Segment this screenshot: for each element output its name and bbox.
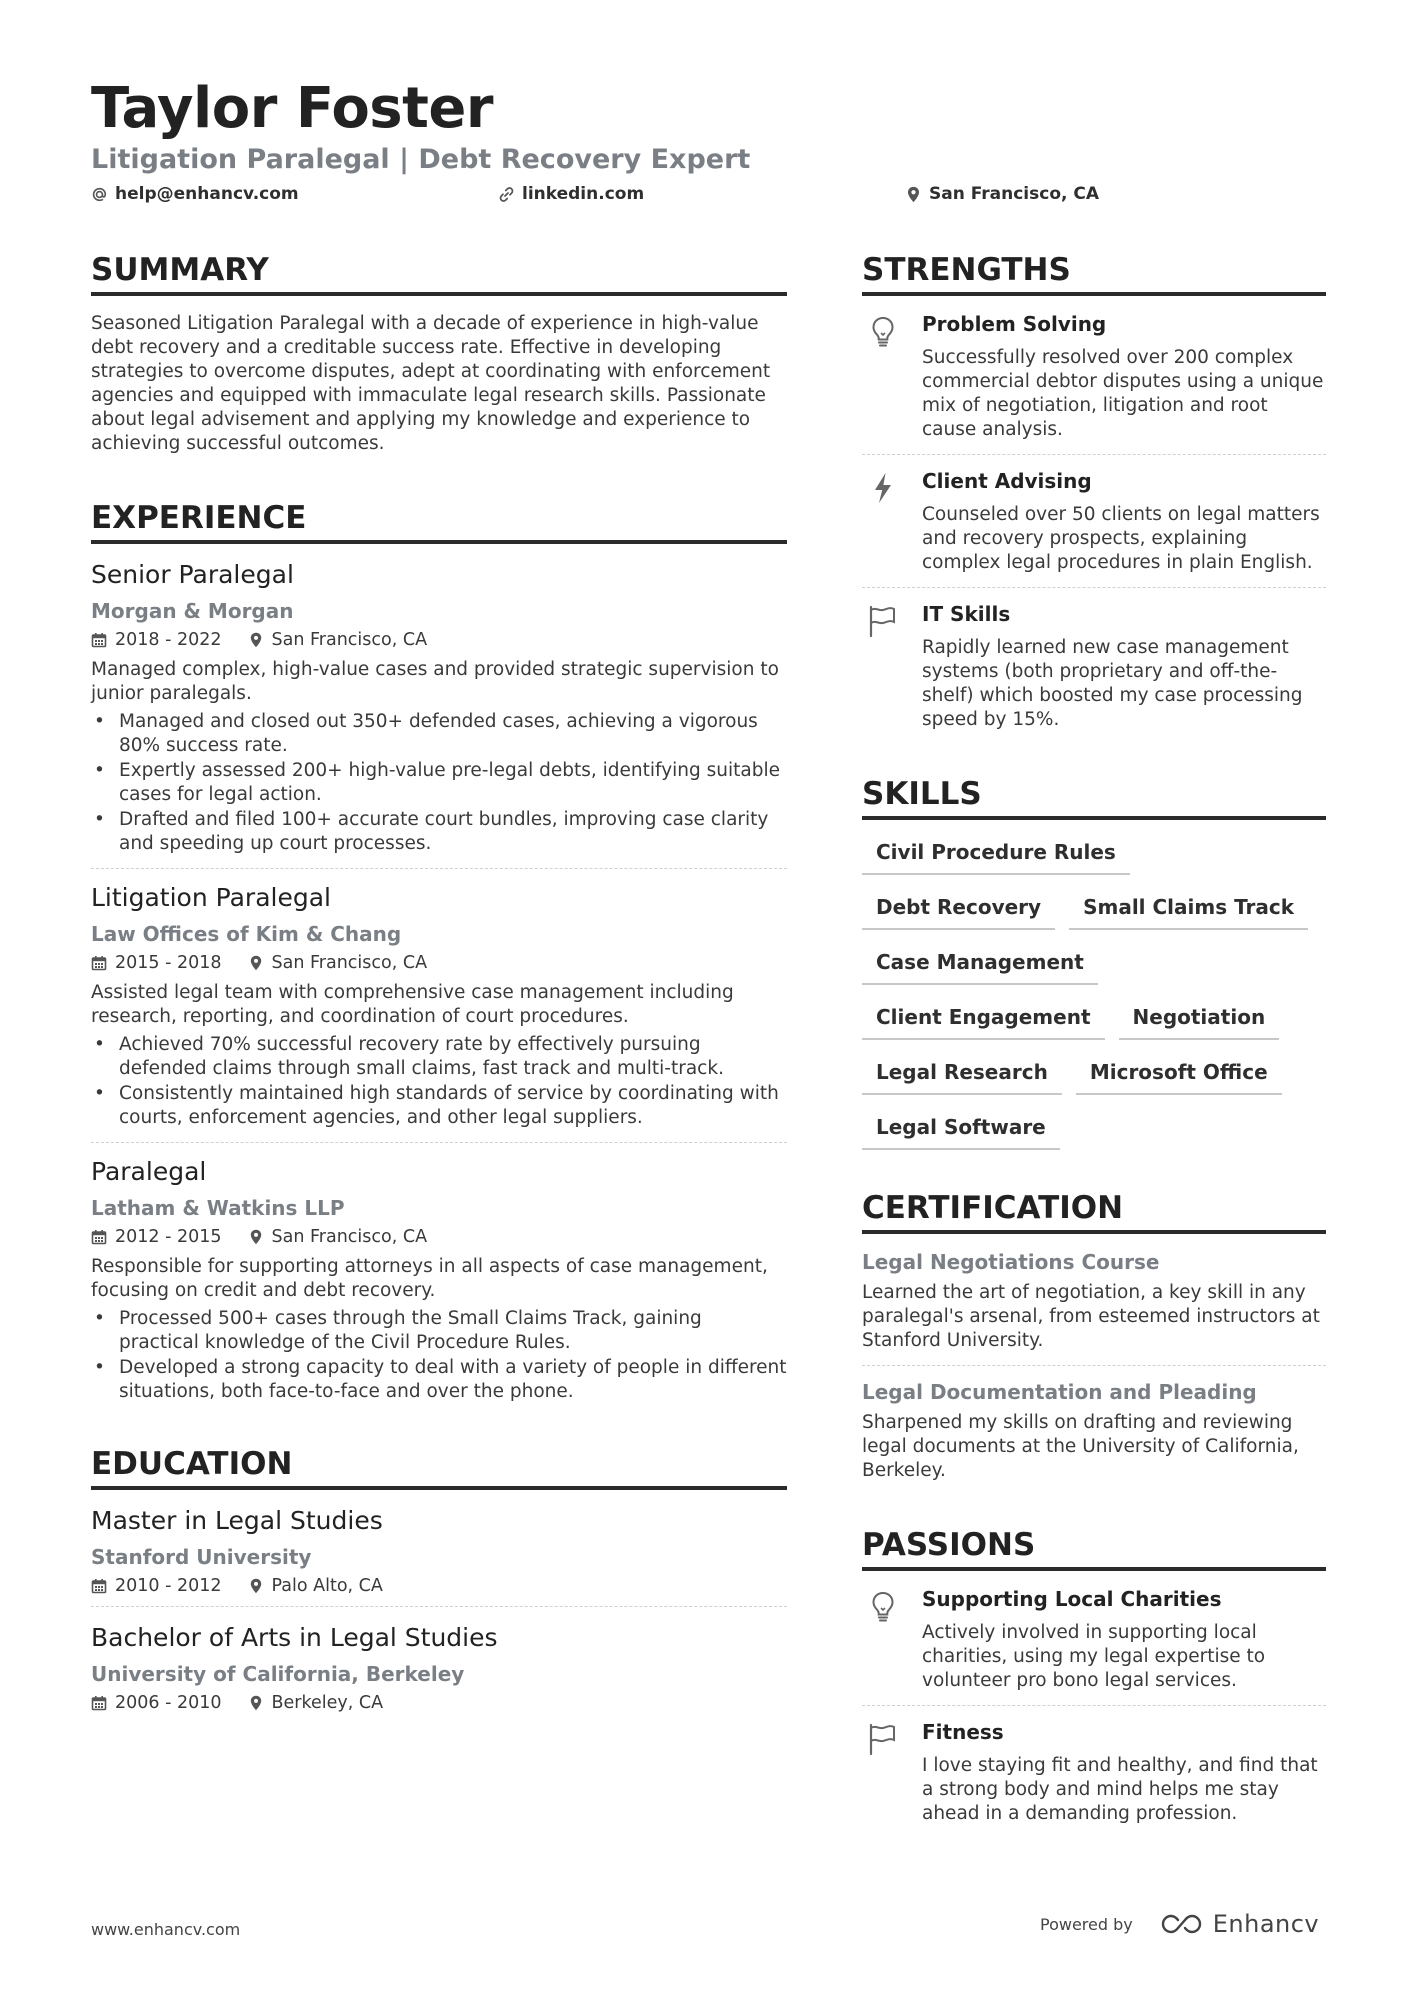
list-item: • Consistently maintained high standards of service by coordinating with courts, enforcement agencies, and other legal suppliers. xyxy=(91,1082,787,1130)
strength-item xyxy=(862,602,1326,732)
powered-by-text: Powered by xyxy=(1040,1914,1133,1934)
location-pin-icon xyxy=(248,1578,264,1594)
job-title: Senior Paralegal xyxy=(91,560,294,589)
calendar-icon xyxy=(91,1578,107,1594)
footer-branding xyxy=(1040,1910,1319,1938)
right-column xyxy=(862,252,1326,1826)
certification-title: Legal Negotiations Course xyxy=(862,1250,1160,1274)
lightbulb-icon xyxy=(866,314,900,348)
summary-section xyxy=(91,252,787,456)
passion-item xyxy=(862,1720,1326,1826)
skill-tag: Client Engagement xyxy=(862,1001,1105,1040)
job-description: Managed complex, high-value cases and provided strategic supervision to junior paralegals. xyxy=(91,659,779,704)
strength-title: Client Advising xyxy=(922,469,1092,493)
candidate-title: Litigation Paralegal | Debt Recovery Expert xyxy=(91,144,751,175)
contact-location-text: San Francisco, CA xyxy=(929,184,1100,204)
skill-tag: Case Management xyxy=(862,946,1098,985)
experience-heading: EXPERIENCE xyxy=(91,500,787,544)
strength-text: Successfully resolved over 200 complex commercial debtor disputes using a unique mix of negotiation, litigation and root cause analysis. xyxy=(922,347,1324,440)
skill-tag: Legal Research xyxy=(862,1056,1062,1095)
job-meta xyxy=(91,1227,787,1247)
summary-heading: SUMMARY xyxy=(91,252,787,296)
passion-text: Actively involved in supporting local charities, using my legal expertise to volunteer pro bono legal services. xyxy=(922,1622,1266,1691)
education-dates: 2010 - 2012 xyxy=(115,1576,222,1596)
education-location: Berkeley, CA xyxy=(271,1693,384,1713)
skill-tag: Debt Recovery xyxy=(862,891,1055,930)
job-description: Assisted legal team with comprehensive case management including research, reporting, and coordination of court procedures. xyxy=(91,982,734,1027)
link-icon xyxy=(498,186,515,203)
divider xyxy=(862,454,1326,455)
passion-title: Supporting Local Charities xyxy=(922,1587,1222,1611)
location-pin-icon xyxy=(248,1695,264,1711)
lightbulb-icon xyxy=(866,1589,900,1623)
strengths-heading: STRENGTHS xyxy=(862,252,1326,296)
divider xyxy=(862,587,1326,588)
skill-tag: Small Claims Track xyxy=(1069,891,1308,930)
job-meta xyxy=(91,953,787,973)
job-dates: 2012 - 2015 xyxy=(115,1227,222,1247)
divider xyxy=(91,1142,787,1143)
list-item: • Developed a strong capacity to deal with a variety of people in different situations, both face-to-face and over the phone. xyxy=(91,1356,787,1404)
skill-tag: Microsoft Office xyxy=(1076,1056,1282,1095)
lightning-bolt-icon xyxy=(866,471,900,505)
location-pin-icon xyxy=(248,955,264,971)
job-meta xyxy=(91,630,787,650)
skill-tag: Legal Software xyxy=(862,1111,1060,1150)
enhancv-logo-text: Enhancv xyxy=(1212,1910,1320,1938)
divider xyxy=(91,1606,787,1607)
education-entry xyxy=(91,1506,787,1596)
experience-section xyxy=(91,500,787,1404)
job-entry xyxy=(91,560,787,856)
certification-item xyxy=(862,1250,1326,1353)
company-name: Law Offices of Kim & Chang xyxy=(91,922,402,946)
degree-title: Bachelor of Arts in Legal Studies xyxy=(91,1623,498,1652)
certification-section xyxy=(862,1190,1326,1483)
list-item: • Managed and closed out 350+ defended cases, achieving a vigorous 80% success rate. xyxy=(91,710,787,758)
skills-list xyxy=(862,836,1326,1166)
certification-title: Legal Documentation and Pleading xyxy=(862,1380,1257,1404)
list-item: • Processed 500+ cases through the Small Claims Track, gaining practical knowledge of the Civil Procedure Rules. xyxy=(91,1307,787,1355)
certification-text: Learned the art of negotiation, a key skill in any paralegal's arsenal, from esteemed instructors at Stanford University. xyxy=(862,1282,1320,1351)
list-item: • Drafted and filed 100+ accurate court bundles, improving case clarity and speeding up court processes. xyxy=(91,808,787,856)
contact-linkedin-text: linkedin.com xyxy=(522,184,645,204)
skills-heading: SKILLS xyxy=(862,776,1326,820)
contact-location xyxy=(905,184,1099,204)
enhancv-logo-icon xyxy=(1159,1912,1205,1936)
company-name: Latham & Watkins LLP xyxy=(91,1196,345,1220)
education-meta xyxy=(91,1693,787,1713)
divider xyxy=(862,1705,1326,1706)
calendar-icon xyxy=(91,632,107,648)
left-column xyxy=(91,252,787,1721)
job-title: Litigation Paralegal xyxy=(91,883,331,912)
certification-item xyxy=(862,1380,1326,1483)
company-name: Morgan & Morgan xyxy=(91,599,294,623)
summary-text: Seasoned Litigation Paralegal with a decade of experience in high-value debt recovery and a creditable success rate. Effective in developing strategies to overcome disputes, adept at coordinating with enforcement agencies and equipped with immaculate legal research skills. Passionate about legal advisement and applying my knowledge and experience to achieving successful outcomes. xyxy=(91,313,771,454)
school-name: University of California, Berkeley xyxy=(91,1662,465,1686)
strength-title: IT Skills xyxy=(922,602,1011,626)
job-bullets xyxy=(91,1033,787,1130)
education-meta xyxy=(91,1576,787,1596)
passion-item xyxy=(862,1587,1326,1693)
flag-icon xyxy=(866,604,900,638)
at-icon xyxy=(91,186,108,203)
education-entry xyxy=(91,1623,787,1713)
job-entry xyxy=(91,883,787,1130)
job-dates: 2015 - 2018 xyxy=(115,953,222,973)
job-location: San Francisco, CA xyxy=(271,1227,428,1247)
skill-tag: Civil Procedure Rules xyxy=(862,836,1130,875)
flag-icon xyxy=(866,1722,900,1756)
contact-email-text: help@enhancv.com xyxy=(115,184,299,204)
job-title: Paralegal xyxy=(91,1157,207,1186)
list-item: • Achieved 70% successful recovery rate by effectively pursuing defended claims through small claims, fast track and multi-track. xyxy=(91,1033,787,1081)
strength-text: Counseled over 50 clients on legal matters and recovery prospects, explaining complex legal procedures in plain English. xyxy=(922,504,1320,573)
job-entry xyxy=(91,1157,787,1404)
calendar-icon xyxy=(91,1229,107,1245)
calendar-icon xyxy=(91,1695,107,1711)
strengths-section xyxy=(862,252,1326,732)
skills-section xyxy=(862,776,1326,1166)
education-location: Palo Alto, CA xyxy=(271,1576,383,1596)
job-location: San Francisco, CA xyxy=(271,630,428,650)
divider xyxy=(862,1365,1326,1366)
contact-email[interactable] xyxy=(91,184,299,204)
skill-tag: Negotiation xyxy=(1119,1001,1280,1040)
strength-title: Problem Solving xyxy=(922,312,1107,336)
certification-heading: CERTIFICATION xyxy=(862,1190,1326,1234)
footer-website[interactable]: www.enhancv.com xyxy=(91,1920,241,1939)
education-dates: 2006 - 2010 xyxy=(115,1693,222,1713)
job-bullets xyxy=(91,1307,787,1404)
list-item: • Expertly assessed 200+ high-value pre-legal debts, identifying suitable cases for legal action. xyxy=(91,759,787,807)
divider xyxy=(91,868,787,869)
strength-item xyxy=(862,469,1326,575)
passions-section xyxy=(862,1527,1326,1826)
job-bullets xyxy=(91,710,787,856)
location-pin-icon xyxy=(248,632,264,648)
certification-text: Sharpened my skills on drafting and reviewing legal documents at the University of California, Berkeley. xyxy=(862,1412,1299,1481)
school-name: Stanford University xyxy=(91,1545,312,1569)
job-dates: 2018 - 2022 xyxy=(115,630,222,650)
education-section xyxy=(91,1446,787,1713)
contact-linkedin[interactable] xyxy=(498,184,644,204)
job-description: Responsible for supporting attorneys in all aspects of case management, focusing on credit and debt recovery. xyxy=(91,1256,768,1301)
job-location: San Francisco, CA xyxy=(271,953,428,973)
location-pin-icon xyxy=(905,186,922,203)
candidate-name: Taylor Foster xyxy=(91,76,493,141)
calendar-icon xyxy=(91,955,107,971)
passion-title: Fitness xyxy=(922,1720,1004,1744)
enhancv-logo[interactable] xyxy=(1159,1910,1319,1938)
passions-heading: PASSIONS xyxy=(862,1527,1326,1571)
passion-text: I love staying fit and healthy, and find that a strong body and mind helps me stay ahead in a demanding profession. xyxy=(922,1755,1318,1824)
strength-item xyxy=(862,312,1326,442)
strength-text: Rapidly learned new case management systems (both proprietary and off-the-shelf) which boosted my case processing speed by 15%. xyxy=(922,637,1303,730)
education-heading: EDUCATION xyxy=(91,1446,787,1490)
degree-title: Master in Legal Studies xyxy=(91,1506,383,1535)
location-pin-icon xyxy=(248,1229,264,1245)
